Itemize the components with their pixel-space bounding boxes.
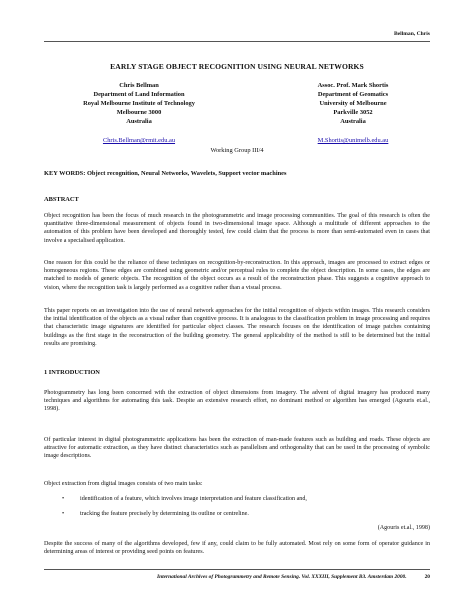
- author-name: Chris Bellman: [119, 82, 159, 89]
- page-number: 20: [424, 574, 430, 580]
- author-name: Assoc. Prof. Mark Shortis: [317, 82, 389, 89]
- intro-paragraph: Photogrammetry has long been concerned with the extraction of object dimensions from imagery. The advent of digital imagery has produced many techniques and algorithms for automating this task. Despite an extensive research effort, no dominant method or algorithm has emerged (Agouris et.al., 1998).: [44, 390, 430, 413]
- footer-rule: [44, 569, 430, 570]
- footer: [44, 574, 430, 580]
- keywords-line: KEY WORDS: Object recognition, Neural Networks, Wavelets, Support vector machines: [44, 170, 287, 177]
- bullet-icon: •: [62, 511, 65, 517]
- author-department: Department of Land Information: [93, 91, 185, 98]
- author-country: Australia: [340, 118, 366, 125]
- running-header-author: Bellman, Chris: [393, 31, 430, 37]
- intro-paragraph: Object extraction from digital images consists of two main tasks:: [44, 481, 203, 487]
- author-institution: Royal Melbourne Institute of Technology: [83, 100, 195, 107]
- author-city: Parkville 3052: [333, 109, 373, 116]
- author-block-2: [278, 81, 428, 145]
- author-institution: University of Melbourne: [319, 100, 387, 107]
- footer-journal: International Archives of Photogrammetry and Remote Sensing. Vol. XXXIII, Supplement B3. Amsterdam 2000.: [157, 574, 407, 580]
- author-city: Melbourne 3000: [116, 109, 162, 116]
- bullet-icon: •: [62, 496, 65, 502]
- list-item-text: identification of a feature, which involves image interpretation and feature classification and,: [80, 496, 307, 502]
- list-item-text: tracking the feature precisely by determining its outline or centreline.: [80, 511, 249, 517]
- header-rule: [44, 41, 430, 42]
- author-email-link[interactable]: M.Shortis@unimelb.edu.au: [317, 137, 389, 144]
- abstract-heading: ABSTRACT: [44, 196, 79, 203]
- abstract-paragraph: This paper reports on an investigation into the use of neural network approaches for the initial recognition of objects within images. This research considers the initial identification of the objects as a visual rather than cognitive process. It is analogous to the classification problem in image processing and requires that characteristic image signatures are identified for particular object classes. The research focuses on the identification of image patches containing buildings as the first stage in the reconstruction of the building geometry. The general applicability of the method is still to be determined but the initial results are promising.: [44, 308, 430, 347]
- author-email-link[interactable]: Chris.Bellman@rmit.edu.au: [102, 137, 176, 144]
- abstract-paragraph: Object recognition has been the focus of much research in the photogrammetric and image processing communities. The goal of this research is often the quantitative three-dimensional measurement of objects found in two-dimensional image space. Although a multitude of different approaches to the automation of this problem have been developed and thoroughly tested, few could claim that the process is more than semi-automated even in cases that involve a specialised application.: [44, 213, 430, 244]
- paper-title: EARLY STAGE OBJECT RECOGNITION USING NEURAL NETWORKS: [110, 62, 364, 71]
- intro-paragraph: Of particular interest in digital photogrammetric applications has been the extraction of man-made features such as building and roads. These objects are attractive for automatic extraction, as they have distinct characteristics such as parallelism and orthogonality that can be used in the processing of symbolic image descriptions.: [44, 437, 430, 460]
- intro-paragraph: Despite the success of many of the algorithms developed, few if any, could claim to be fully automated. Most rely on some form of operator guidance in determining areas of interest or providing seed points on features.: [44, 541, 430, 556]
- abstract-paragraph: One reason for this could be the reliance of these techniques on recognition-by-reconstruction. In this approach, images are processed to extract edges or homogeneous regions. These edges are combined using geometric and/or perceptual rules to complete the object description. In some cases, the edges are matched to models of generic objects. The recognition of the object occurs as a result of the reconstruction phase. This suggests a cognitive approach to vision, where the recognition task is largely performed as a cognitive rather than a visual process.: [44, 260, 430, 291]
- working-group: Working Group III/4: [210, 147, 264, 154]
- author-country: Australia: [126, 118, 152, 125]
- author-department: Department of Geomatics: [317, 91, 389, 98]
- author-block-1: [64, 81, 214, 145]
- introduction-heading: 1 INTRODUCTION: [44, 369, 100, 376]
- citation: (Agouris et.al., 1998): [377, 525, 430, 531]
